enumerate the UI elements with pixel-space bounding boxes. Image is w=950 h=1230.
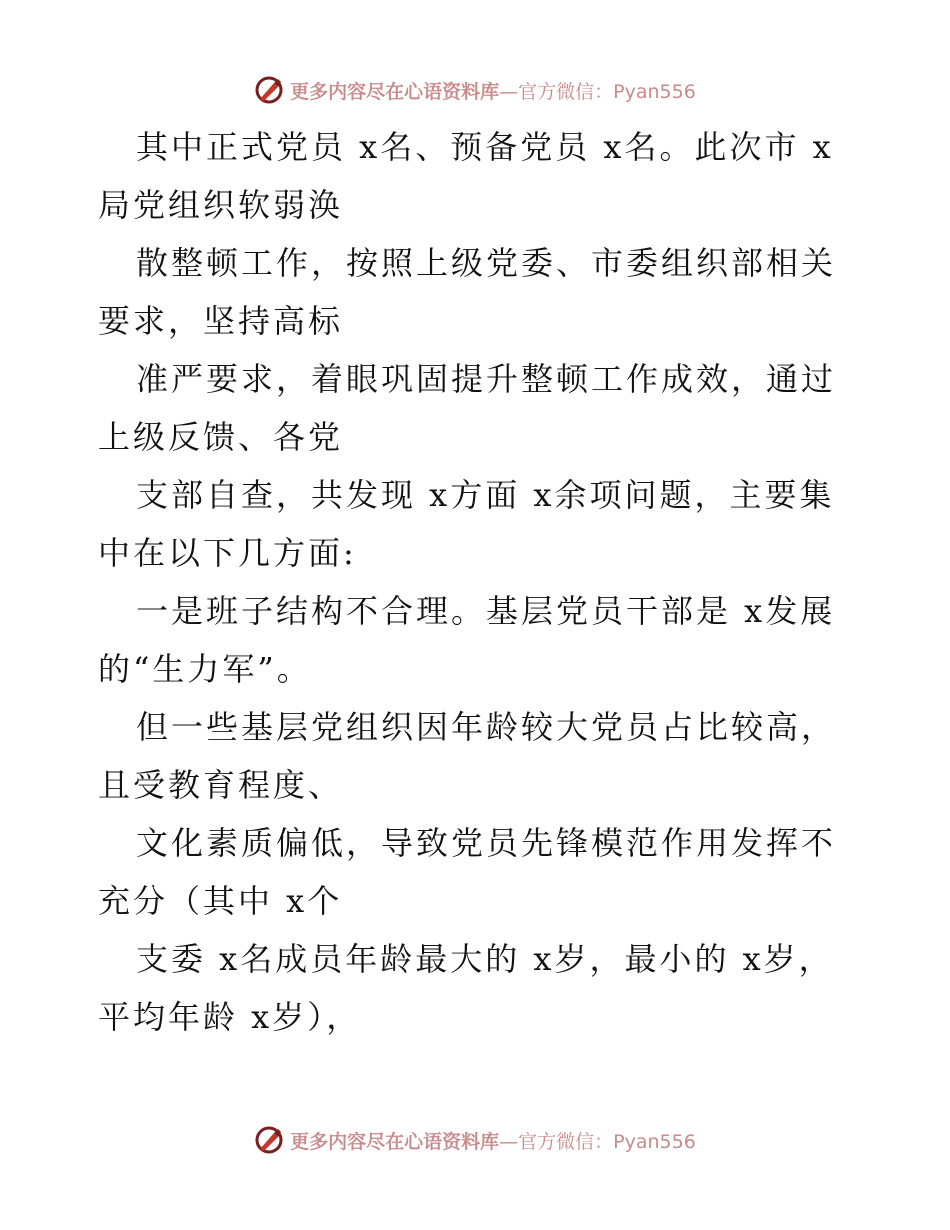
footer-wechat-text: —官方微信：Pyan556 — [499, 1130, 696, 1153]
paragraph-6: 但一些基层党组织因年龄较大党员占比较高，且受教育程度、 — [98, 708, 837, 804]
header-wechat-text: —官方微信：Pyan556 — [499, 80, 696, 103]
footer-watermark — [0, 1122, 950, 1158]
header-brand-text: 更多内容尽在心语资料库 — [290, 80, 500, 103]
document-body — [98, 118, 858, 1046]
paragraph-4: 支部自查，共发现 x方面 x余项问题，主要集中在以下几方面: — [98, 476, 835, 572]
paragraph-2: 散整顿工作，按照上级党委、市委组织部相关要求，坚持高标 — [98, 244, 837, 340]
paragraph-3: 准严要求，着眼巩固提升整顿工作成效，通过上级反馈、各党 — [98, 360, 837, 456]
paragraph-8: 支委 x名成员年龄最大的 x岁，最小的 x岁，平均年龄 x岁）， — [98, 940, 834, 1036]
header-watermark — [0, 72, 950, 108]
pen-logo-icon — [254, 75, 284, 105]
paragraph-1: 其中正式党员 x名、预备党员 x名。此次市 x局党组织软弱涣 — [98, 128, 834, 224]
pen-logo-icon — [254, 1125, 284, 1155]
paragraph-5: 一是班子结构不合理。基层党员干部是 x发展的“生力军”。 — [98, 592, 836, 688]
footer-brand-text: 更多内容尽在心语资料库 — [290, 1130, 500, 1153]
paragraph-7: 文化素质偏低，导致党员先锋模范作用发挥不充分（其中 x个 — [98, 824, 837, 920]
